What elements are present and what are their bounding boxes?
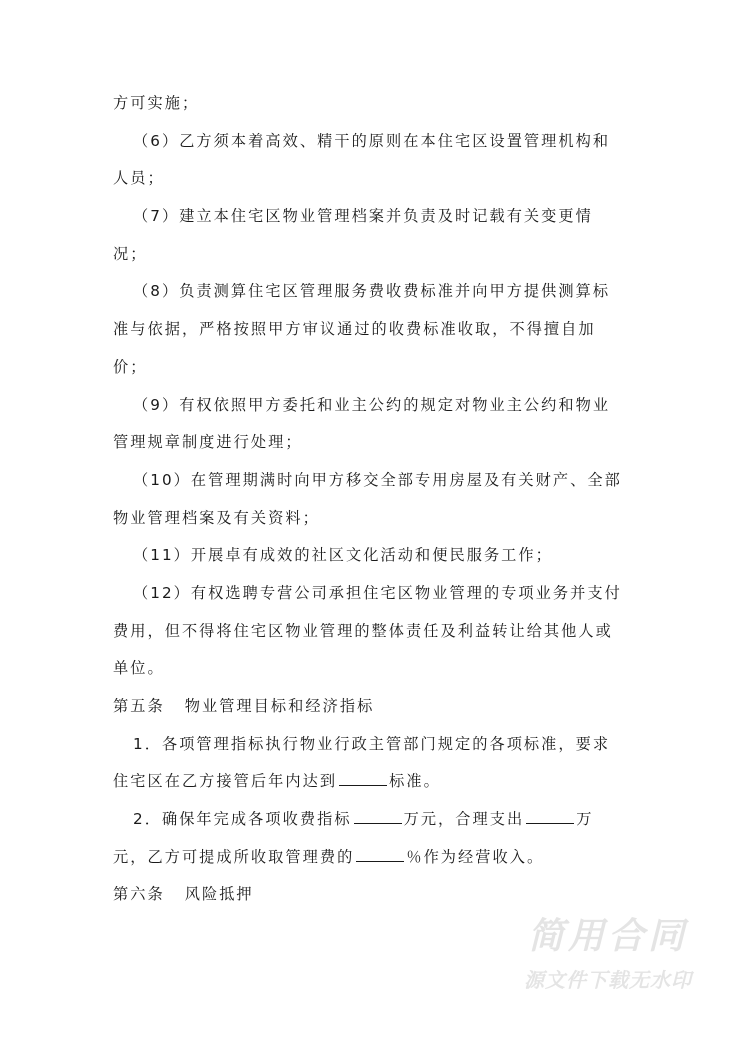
- watermark-title: 简用合同: [527, 916, 688, 957]
- text-span: 标准。: [389, 772, 441, 791]
- text-line: 方可实施；: [113, 94, 200, 112]
- text-span: 万元，合理支出: [403, 810, 525, 829]
- fill-in-blank[interactable]: [356, 845, 404, 862]
- fill-in-blank[interactable]: [526, 807, 574, 824]
- clause-11: （11）开展卓有成效的社区文化活动和便民服务工作；: [133, 546, 553, 565]
- clause-6: （6）乙方须本着高效、精干的原则在本住宅区设置管理机构和: [133, 131, 611, 150]
- clause-9: （9）有权依照甲方委托和业主公约的规定对物业主公约和物业: [133, 395, 611, 414]
- article-5-item-1-cont: [113, 769, 618, 807]
- document-body: [113, 91, 622, 920]
- article-title: 物业管理目标和经济指标: [184, 697, 375, 715]
- watermark-subtitle: 源文件下载无水印: [524, 968, 692, 992]
- text-span: 住宅区在乙方接管后年内达到: [113, 772, 338, 791]
- text-span: 元，乙方可提成所收取管理费的: [113, 847, 355, 866]
- text-span: 万: [576, 810, 594, 829]
- clause-8: （8）负责测算住宅区管理服务费收费标准并向甲方提供测算标: [133, 282, 611, 301]
- watermark: [508, 915, 708, 993]
- text-line: 准与依据，严格按照甲方审议通过的收费标准收取，不得擅自加: [113, 320, 596, 339]
- text-line: 价；: [113, 357, 148, 376]
- clause-10: （10）在管理期满时向甲方移交全部专用房屋及有关财产、全部: [133, 470, 622, 489]
- text-span: 2．确保年完成各项收费指标: [133, 810, 352, 829]
- fill-in-blank[interactable]: [339, 769, 387, 786]
- article-title: 风险抵押: [184, 885, 254, 904]
- text-line: 人员；: [113, 169, 165, 188]
- text-line: 费用，但不得将住宅区物业管理的整体责任及利益转让给其他人或: [113, 621, 613, 640]
- article-5-item-2-cont: [113, 845, 618, 883]
- text-line: 管理规章制度进行处理；: [113, 433, 303, 452]
- fill-in-blank[interactable]: [354, 807, 402, 824]
- clause-7: （7）建立本住宅区物业管理档案并负责及时记载有关变更情: [133, 207, 593, 226]
- article-number: 第五条: [113, 697, 165, 715]
- article-number: 第六条: [113, 885, 165, 904]
- text-line: 况；: [113, 244, 148, 263]
- article-5-item-2: [113, 807, 618, 845]
- text-line: 物业管理档案及有关资料；: [113, 508, 320, 527]
- article-5-heading: [113, 694, 618, 732]
- article-5-item-1: 1．各项管理指标执行物业行政主管部门规定的各项标准，要求: [133, 734, 611, 753]
- clause-12: （12）有权选聘专营公司承担住宅区物业管理的专项业务并支付: [133, 583, 622, 602]
- text-line: 单位。: [113, 659, 165, 678]
- text-span: ％作为经营收入。: [406, 847, 545, 866]
